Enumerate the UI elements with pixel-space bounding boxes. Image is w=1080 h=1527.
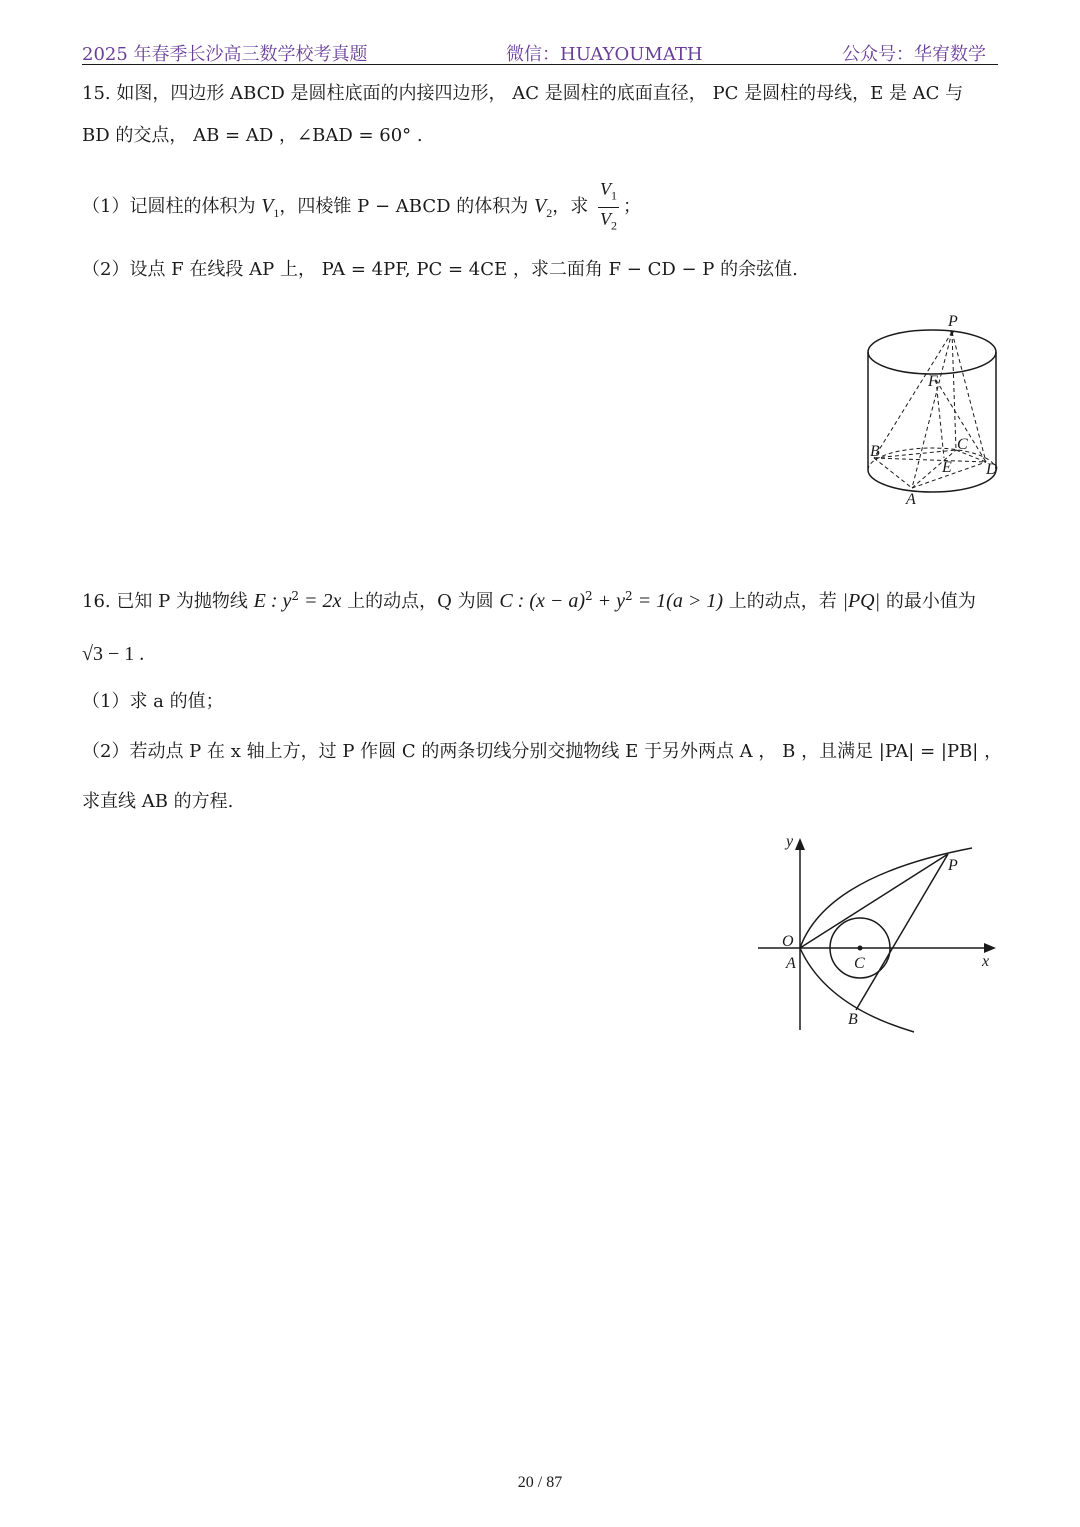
parabola-figure bbox=[756, 828, 1006, 1038]
q15-v2: $V_2$ bbox=[533, 195, 553, 221]
pyramid-edges bbox=[874, 332, 986, 488]
q15-part1-text-d: ； bbox=[622, 196, 641, 218]
parabola bbox=[800, 848, 972, 1032]
label-P2: P bbox=[948, 857, 958, 874]
x-axis-arrow bbox=[984, 943, 996, 953]
tangent-PA bbox=[800, 854, 948, 948]
header-title: 2025 年春季长沙高三数学校考真题 bbox=[82, 44, 368, 65]
cylinder-bottom-back bbox=[868, 448, 996, 470]
label-C2: C bbox=[854, 955, 865, 972]
cylinder-figure bbox=[860, 310, 1005, 510]
q15-v1: $V_1$ bbox=[261, 195, 280, 221]
q15-line1: 15. 如图，四边形 ABCD 是圆柱底面的内接四边形， AC 是圆柱的底面直径， PC 是圆柱的母线，E 是 AC 与 bbox=[82, 83, 964, 104]
label-y: y bbox=[786, 833, 794, 850]
label-F: F bbox=[928, 373, 938, 390]
label-D: D bbox=[986, 461, 998, 478]
label-C: C bbox=[957, 436, 968, 453]
q15-part1-text-c: ，求 bbox=[552, 196, 594, 218]
label-P: P bbox=[948, 313, 958, 330]
q15-part1 bbox=[82, 178, 641, 236]
label-B: B bbox=[870, 443, 880, 460]
q16-line2: √3 − 1 . bbox=[82, 643, 145, 665]
center-C bbox=[858, 946, 863, 951]
q16-part2: （2）若动点 P 在 x 轴上方，过 P 作圆 C 的两条切线分别交抛物线 E 于另外两点 A ， B ，且满足 |PA| = |PB| ， bbox=[82, 741, 1003, 762]
q16-part1: （1）求 a 的值； bbox=[82, 691, 224, 712]
q15-fraction: $\frac{V_1}{V_2}$ bbox=[599, 179, 617, 233]
q15-part1-text-a: （1）记圆柱的体积为 bbox=[82, 196, 262, 218]
y-axis-arrow bbox=[795, 838, 805, 850]
q16-line1: 16. 已知 P 为抛物线 E : $y^2 = 2x$ 上的动点，Q 为圆 C : $(x - a)^2 + y^2 = 1(a > 1)$ 上的动点，若 |PQ| 的最小值为 bbox=[82, 589, 976, 612]
tangent-PB bbox=[856, 854, 948, 1010]
label-O: O bbox=[782, 933, 794, 950]
label-x: x bbox=[982, 953, 990, 970]
page-number: 20 / 87 bbox=[517, 1474, 563, 1491]
label-B2: B bbox=[848, 1011, 858, 1028]
label-E: E bbox=[942, 459, 952, 476]
q15-part1-text-b: ，四棱锥 P − ABCD 的体积为 bbox=[279, 196, 534, 218]
q16-part2-b: 求直线 AB 的方程. bbox=[82, 791, 234, 812]
q15-part2: （2）设点 F 在线段 AP 上， PA = 4PF, PC = 4CE ，求二面角 F − CD − P 的余弦值. bbox=[82, 259, 798, 280]
header-account: 公众号：华宥数学 bbox=[842, 44, 986, 65]
page-header bbox=[82, 38, 998, 65]
header-wechat: 微信：HUAYOUMATH bbox=[506, 44, 703, 65]
cylinder-top bbox=[868, 330, 996, 374]
q15-line2: BD 的交点， AB = AD ，∠BAD = 60° . bbox=[82, 125, 423, 146]
label-A2: A bbox=[786, 955, 796, 972]
label-A: A bbox=[906, 491, 916, 508]
